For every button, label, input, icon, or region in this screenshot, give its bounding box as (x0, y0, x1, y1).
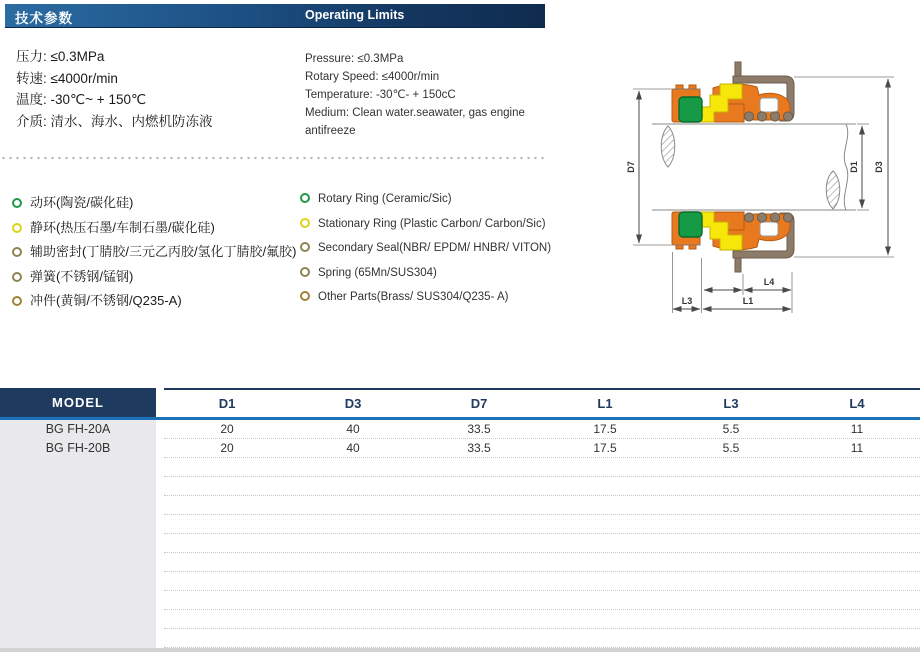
table-empty-row (164, 610, 920, 629)
value-cell: 40 (346, 422, 360, 436)
value-cell: 11 (850, 441, 864, 455)
table-empty-row (164, 496, 920, 515)
table-empty-row (164, 553, 920, 572)
model-column (0, 420, 156, 648)
ring-bullet-icon (300, 242, 310, 252)
seal-cross-section-diagram (618, 50, 920, 322)
spec-line-zh-temperature: 温度: -30℃~ + 150℃ (16, 92, 147, 107)
ring-bullet-icon (12, 198, 22, 208)
spec-line-en-temperature: Temperature: -30℃- + 150cC (305, 89, 456, 101)
spec-line-zh-pressure: 压力: ≤0.3MPa (16, 49, 105, 64)
table-row (164, 439, 920, 458)
material-row (0, 238, 620, 263)
tech-params-title: 技术参数 (15, 11, 73, 26)
column-header-d7: D7 (470, 396, 488, 411)
material-label-en: Spring (65Mn/SUS304) (318, 266, 437, 279)
material-label-zh: 弹簧(不锈钢/锰钢) (30, 268, 134, 284)
table-empty-row (164, 458, 920, 477)
value-cell: 20 (220, 422, 234, 436)
ring-bullet-icon (12, 296, 22, 306)
value-cell: 33.5 (467, 422, 491, 436)
dim-label-l3: L3 (681, 296, 693, 306)
ring-bullet-icon (300, 291, 310, 301)
spec-line-zh-speed: 转速: ≤4000r/min (16, 70, 118, 86)
value-cell: 17.5 (593, 422, 617, 436)
header-gap (156, 388, 164, 417)
table-row (164, 420, 920, 439)
material-label-en: Other Parts(Brass/ SUS304/Q235- A) (318, 291, 509, 303)
seal-assembly (672, 62, 794, 122)
material-label-zh: 冲件(黄铜/不锈钢/Q235-A) (30, 293, 182, 308)
spec-line-en-medium: Medium: Clean water.seawater, gas engine antifreeze (305, 107, 525, 137)
shaft-break-hatch-right (826, 171, 840, 209)
spec-line-en-pressure: Pressure: ≤0.3MPa (305, 53, 404, 65)
spec-table (0, 388, 920, 648)
table-empty-row (164, 534, 920, 553)
material-label-zh: 动环(陶瓷/碳化硅) (30, 195, 134, 210)
column-header-l3: L3 (723, 396, 739, 411)
column-header-l1: L1 (597, 396, 613, 411)
shaft-break-hatch-left (661, 126, 675, 167)
column-header-d1: D1 (218, 396, 236, 411)
table-header-row (0, 388, 920, 417)
column-header-l4: L4 (849, 396, 865, 411)
operating-limits-title: Operating Limits (305, 8, 405, 22)
table-empty-row (164, 477, 920, 496)
ring-bullet-icon (12, 223, 22, 233)
dim-label-d1: D1 (849, 161, 859, 173)
model-header-cell: MODEL (0, 388, 156, 417)
material-label-en: Rotary Ring (Ceramic/Sic) (318, 193, 452, 205)
value-cell: 17.5 (593, 441, 617, 455)
material-label-zh: 静环(热压石墨/车制石墨/碳化硅) (30, 219, 215, 235)
bottom-bar (0, 648, 920, 652)
ring-bullet-icon (300, 267, 310, 277)
dotted-separator (0, 156, 546, 160)
table-empty-row (164, 591, 920, 610)
value-cell: 20 (220, 441, 234, 455)
material-row (0, 189, 620, 214)
value-cell: 40 (346, 441, 360, 455)
spec-line-en-speed: Rotary Speed: ≤4000r/min (305, 71, 440, 83)
table-empty-row (164, 515, 920, 534)
dim-label-l4: L4 (763, 277, 775, 287)
specs-en-block (305, 50, 551, 140)
ring-bullet-icon (300, 218, 310, 228)
section-header-bar (5, 4, 545, 28)
ring-bullet-icon (300, 193, 310, 203)
table-empty-row (164, 629, 920, 648)
material-row (0, 263, 620, 288)
table-empty-row (164, 572, 920, 591)
value-cell: 33.5 (467, 441, 491, 455)
value-cell: 5.5 (722, 422, 740, 436)
model-cell: BG FH-20B (45, 441, 111, 455)
material-row (0, 287, 620, 312)
material-label-zh: 辅助密封(丁腈胶/三元乙丙胶/氢化丁腈胶/氟胶) (30, 244, 297, 259)
material-label-en: Stationary Ring (Plastic Carbon/ Carbon/Sic) (318, 217, 546, 230)
ring-bullet-icon (12, 272, 22, 282)
value-cell: 11 (850, 422, 864, 436)
spec-line-zh-medium: 介质: 清水、海水、内燃机防冻液 (16, 113, 213, 129)
materials-list (0, 189, 620, 312)
specs-zh-block (16, 46, 213, 132)
dim-label-d3: D3 (874, 161, 884, 173)
shaft (652, 124, 856, 210)
value-cell: 5.5 (722, 441, 740, 455)
ring-bullet-icon (12, 247, 22, 257)
dim-label-l1: L1 (742, 296, 754, 306)
column-header-d3: D3 (344, 396, 362, 411)
material-row (0, 214, 620, 239)
material-label-en: Secondary Seal(NBR/ EPDM/ HNBR/ VITON) (318, 242, 552, 254)
model-cell: BG FH-20A (45, 422, 111, 436)
dim-label-d7: D7 (626, 161, 636, 173)
